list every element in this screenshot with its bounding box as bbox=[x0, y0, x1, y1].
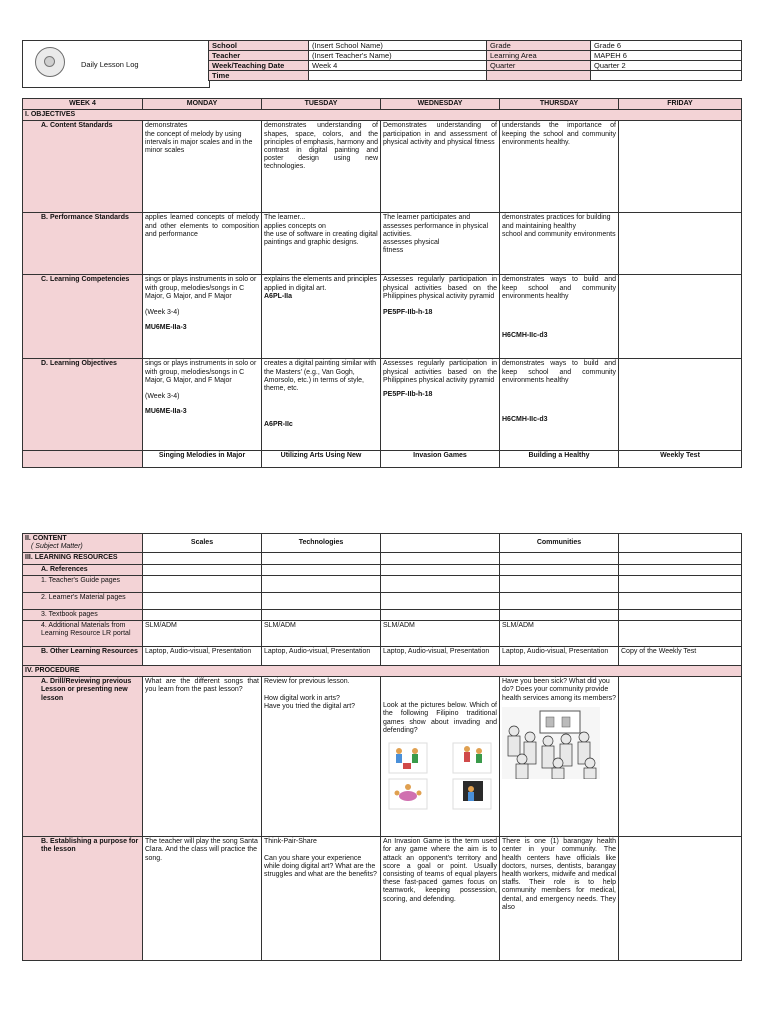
objective-code: H6CMH-IIc-d3 bbox=[502, 416, 548, 424]
cell: The learner participates and assesses performance in physical activities. assesses physical fitness bbox=[381, 213, 500, 275]
objective-code: A6PR-IIc bbox=[264, 421, 293, 429]
cell bbox=[381, 609, 500, 620]
cell-text: sings or plays instruments in solo or with group, melodies/songs in C Major, G Major, and F Major bbox=[145, 360, 257, 384]
topic-cell: Scales bbox=[143, 534, 262, 553]
row-label: A. References bbox=[23, 564, 143, 575]
cell bbox=[381, 359, 500, 451]
cell: Laptop, Audio-visual, Presentation bbox=[262, 647, 381, 666]
header-label-2: Learning Area bbox=[487, 51, 591, 61]
topic-cell: Singing Melodies in Major bbox=[143, 451, 262, 468]
row-label: 4. Additional Materials from Learning Resource LR portal bbox=[23, 621, 143, 647]
cell: Demonstrates understanding of participation in and assessment of physical activity and physical fitness bbox=[381, 121, 500, 213]
cell bbox=[500, 275, 619, 359]
header-value: Week 4 bbox=[309, 61, 487, 71]
header-value-2 bbox=[591, 71, 742, 81]
row-label: 3. Textbook pages bbox=[23, 609, 143, 620]
cell bbox=[619, 553, 742, 564]
cell: Review for previous lesson. How digital work in arts? Have you tried the digital art? bbox=[262, 677, 381, 837]
cell: Laptop, Audio-visual, Presentation bbox=[381, 647, 500, 666]
cell bbox=[619, 213, 742, 275]
cell bbox=[619, 359, 742, 451]
header-label: School bbox=[209, 41, 309, 51]
cell bbox=[619, 575, 742, 592]
header-label-2: Quarter bbox=[487, 61, 591, 71]
content-title: II. CONTENT bbox=[25, 535, 67, 542]
day-header-tuesday: TUESDAY bbox=[262, 99, 381, 110]
cell: There is one (1) barangay health center in your community. The health centers have officials like doctors, nurses, dentists, barangay health workers, midwife and medical staffs. Their role is to help community members for medical, dental, and emergency needs. They also bbox=[500, 837, 619, 961]
cell bbox=[619, 564, 742, 575]
cell-text: Have you been sick? What did you do? Does your community provide health services among its members? bbox=[502, 678, 616, 702]
performance-standards-row bbox=[23, 213, 742, 275]
cell bbox=[381, 553, 500, 564]
cell bbox=[500, 575, 619, 592]
learning-resources-row bbox=[23, 553, 742, 564]
header-label: Week/Teaching Date bbox=[209, 61, 309, 71]
week-header: WEEK 4 bbox=[23, 99, 143, 110]
cell-text: Assesses regularly participation in physical activities based on the Philippines physical activity pyramid bbox=[383, 360, 497, 384]
learning-objectives-row bbox=[23, 359, 742, 451]
procedure-row bbox=[23, 666, 742, 677]
cell bbox=[262, 575, 381, 592]
deped-seal-icon bbox=[35, 47, 65, 77]
cell: The teacher will play the song Santa Clara. And the class will practice the song. bbox=[143, 837, 262, 961]
topic-cell: Invasion Games bbox=[381, 451, 500, 468]
topic-cell: Weekly Test bbox=[619, 451, 742, 468]
logo-title: Daily Lesson Log bbox=[81, 60, 139, 69]
cell bbox=[143, 553, 262, 564]
cell bbox=[143, 592, 262, 609]
cell bbox=[143, 609, 262, 620]
header-row bbox=[209, 71, 742, 81]
day-header-friday: FRIDAY bbox=[619, 99, 742, 110]
topic-cell: Utilizing Arts Using New bbox=[262, 451, 381, 468]
header-value-2: Quarter 2 bbox=[591, 61, 742, 71]
header-row bbox=[209, 51, 742, 61]
cell: Copy of the Weekly Test bbox=[619, 647, 742, 666]
tg-pages-row bbox=[23, 575, 742, 592]
row-label: B. Other Learning Resources bbox=[23, 647, 143, 666]
header-label: Teacher bbox=[209, 51, 309, 61]
day-header-monday: MONDAY bbox=[143, 99, 262, 110]
cell bbox=[143, 575, 262, 592]
section-title: I. OBJECTIVES bbox=[23, 110, 742, 121]
cell: Laptop, Audio-visual, Presentation bbox=[500, 647, 619, 666]
row-label bbox=[23, 451, 143, 468]
competency-code: MU6ME-IIa-3 bbox=[145, 324, 187, 332]
cell bbox=[619, 275, 742, 359]
cell bbox=[143, 564, 262, 575]
drill-row bbox=[23, 677, 742, 837]
cell: SLM/ADM bbox=[500, 621, 619, 647]
cell bbox=[381, 275, 500, 359]
cell: What are the different songs that you learn from the past lesson? bbox=[143, 677, 262, 837]
cell-text: Assesses regularly participation in physical activities based on the Philippines physical activity pyramid bbox=[383, 276, 497, 300]
cell: An Invasion Game is the term used for any game where the aim is to attack an opponent's territory and score a goal or point. Usually consisting of teams of equal players these fast-paced games focus on teamwork, keeping possession, scoring, and defending. bbox=[381, 837, 500, 961]
header-label-2: Grade bbox=[487, 41, 591, 51]
topics-row bbox=[23, 451, 742, 468]
topic-cell: Technologies bbox=[262, 534, 381, 553]
header-value-2: Grade 6 bbox=[591, 41, 742, 51]
traditional-games-illustration bbox=[383, 741, 495, 811]
topic-cell: Building a Healthy bbox=[500, 451, 619, 468]
topic-cell: Communities bbox=[500, 534, 619, 553]
content-row bbox=[23, 534, 742, 553]
header-row bbox=[209, 61, 742, 71]
day-header-thursday: THURSDAY bbox=[500, 99, 619, 110]
additional-materials-row bbox=[23, 621, 742, 647]
row-label: A. Content Standards bbox=[23, 121, 143, 213]
section-title: IV. PROCEDURE bbox=[23, 666, 742, 677]
cell bbox=[619, 609, 742, 620]
cell bbox=[500, 359, 619, 451]
cell bbox=[143, 359, 262, 451]
textbook-pages-row bbox=[23, 609, 742, 620]
cell bbox=[262, 564, 381, 575]
section-row-objectives bbox=[23, 110, 742, 121]
row-label: D. Learning Objectives bbox=[23, 359, 143, 451]
header-value bbox=[309, 71, 487, 81]
cell: demonstrates practices for building and maintaining healthy school and community environments bbox=[500, 213, 619, 275]
competency-code: PE5PF-IIb-h-18 bbox=[383, 309, 433, 317]
content-standards-row bbox=[23, 121, 742, 213]
topic-cell bbox=[619, 534, 742, 553]
topic-cell bbox=[381, 534, 500, 553]
row-label: 1. Teacher's Guide pages bbox=[23, 575, 143, 592]
cell: SLM/ADM bbox=[143, 621, 262, 647]
cell: demonstrates understanding of shapes, space, colors, and the principles of emphasis, harmony and contrast in digital painting and poster design using new technologies. bbox=[262, 121, 381, 213]
cell bbox=[619, 621, 742, 647]
health-center-illustration bbox=[502, 707, 600, 779]
cell bbox=[500, 677, 619, 837]
health-center-picture bbox=[502, 707, 616, 782]
objectives-table bbox=[22, 98, 742, 468]
competency-code: A6PL-IIa bbox=[264, 292, 293, 300]
cell-text: sings or plays instruments in solo or with group, melodies/songs in C Major, G Major, and F Major bbox=[145, 276, 257, 300]
cell bbox=[381, 575, 500, 592]
cell bbox=[500, 553, 619, 564]
objective-code: PE5PF-IIb-h-18 bbox=[383, 391, 433, 399]
cell-text: demonstrates ways to build and keep school and community environments healthy bbox=[502, 276, 616, 300]
row-label bbox=[23, 534, 143, 553]
cell bbox=[381, 592, 500, 609]
cell bbox=[500, 592, 619, 609]
traditional-games-picture bbox=[383, 741, 497, 811]
cell bbox=[262, 275, 381, 359]
row-label: C. Learning Competencies bbox=[23, 275, 143, 359]
cell bbox=[500, 564, 619, 575]
cell bbox=[619, 837, 742, 961]
cell bbox=[381, 564, 500, 575]
cell bbox=[262, 592, 381, 609]
cell bbox=[619, 677, 742, 837]
header-row bbox=[209, 41, 742, 51]
content-procedure-table bbox=[22, 533, 742, 961]
cell: understands the importance of keeping the school and community environments healthy. bbox=[500, 121, 619, 213]
cell bbox=[619, 121, 742, 213]
logo-box bbox=[22, 40, 210, 88]
cell bbox=[381, 677, 500, 837]
references-row bbox=[23, 564, 742, 575]
header-value-2: MAPEH 6 bbox=[591, 51, 742, 61]
purpose-row bbox=[23, 837, 742, 961]
cell bbox=[619, 592, 742, 609]
other-resources-row bbox=[23, 647, 742, 666]
header-label: Time bbox=[209, 71, 309, 81]
cell: demonstrates the concept of melody by using intervals in major scales and in the minor scales bbox=[143, 121, 262, 213]
cell bbox=[262, 553, 381, 564]
week-note: (Week 3-4) bbox=[145, 393, 180, 401]
header-block bbox=[22, 40, 741, 88]
subject-matter-label: ( Subject Matter) bbox=[31, 543, 83, 551]
lm-pages-row bbox=[23, 592, 742, 609]
week-note: (Week 3-4) bbox=[145, 309, 180, 317]
header-value: (Insert Teacher's Name) bbox=[309, 51, 487, 61]
header-label-2 bbox=[487, 71, 591, 81]
days-row bbox=[23, 99, 742, 110]
row-label: A. Drill/Reviewing previous Lesson or presenting new lesson bbox=[23, 677, 143, 837]
day-header-wednesday: WEDNESDAY bbox=[381, 99, 500, 110]
header-table bbox=[208, 40, 742, 81]
cell-text: Look at the pictures below. Which of the following Filipino traditional games show about invading and defending? bbox=[383, 702, 497, 734]
cell: Laptop, Audio-visual, Presentation bbox=[143, 647, 262, 666]
cell-text: creates a digital painting similar with the Masters' (e.g., Van Gogh, Amorsolo, etc.) in terms of style, theme, etc. bbox=[264, 360, 377, 393]
cell bbox=[500, 609, 619, 620]
header-value: (Insert School Name) bbox=[309, 41, 487, 51]
competency-code: H6CMH-IIc-d3 bbox=[502, 332, 548, 340]
row-label: B. Performance Standards bbox=[23, 213, 143, 275]
cell: applies learned concepts of melody and other elements to composition and performance bbox=[143, 213, 262, 275]
cell bbox=[262, 359, 381, 451]
cell: SLM/ADM bbox=[262, 621, 381, 647]
cell: The learner... applies concepts on the use of software in creating digital paintings and graphic designs. bbox=[262, 213, 381, 275]
row-label: 2. Learner's Material pages bbox=[23, 592, 143, 609]
cell: SLM/ADM bbox=[381, 621, 500, 647]
section-title: III. LEARNING RESOURCES bbox=[23, 553, 143, 564]
cell: Think-Pair-Share Can you share your experience while doing digital art? What are the struggles and what are the benefits? bbox=[262, 837, 381, 961]
objective-code: MU6ME-IIa-3 bbox=[145, 408, 187, 416]
cell-text: demonstrates ways to build and keep school and community environments healthy bbox=[502, 360, 616, 384]
cell-text: explains the elements and principles applied in digital art. bbox=[264, 276, 377, 292]
learning-competencies-row bbox=[23, 275, 742, 359]
row-label: B. Establishing a purpose for the lesson bbox=[23, 837, 143, 961]
cell bbox=[262, 609, 381, 620]
cell bbox=[143, 275, 262, 359]
